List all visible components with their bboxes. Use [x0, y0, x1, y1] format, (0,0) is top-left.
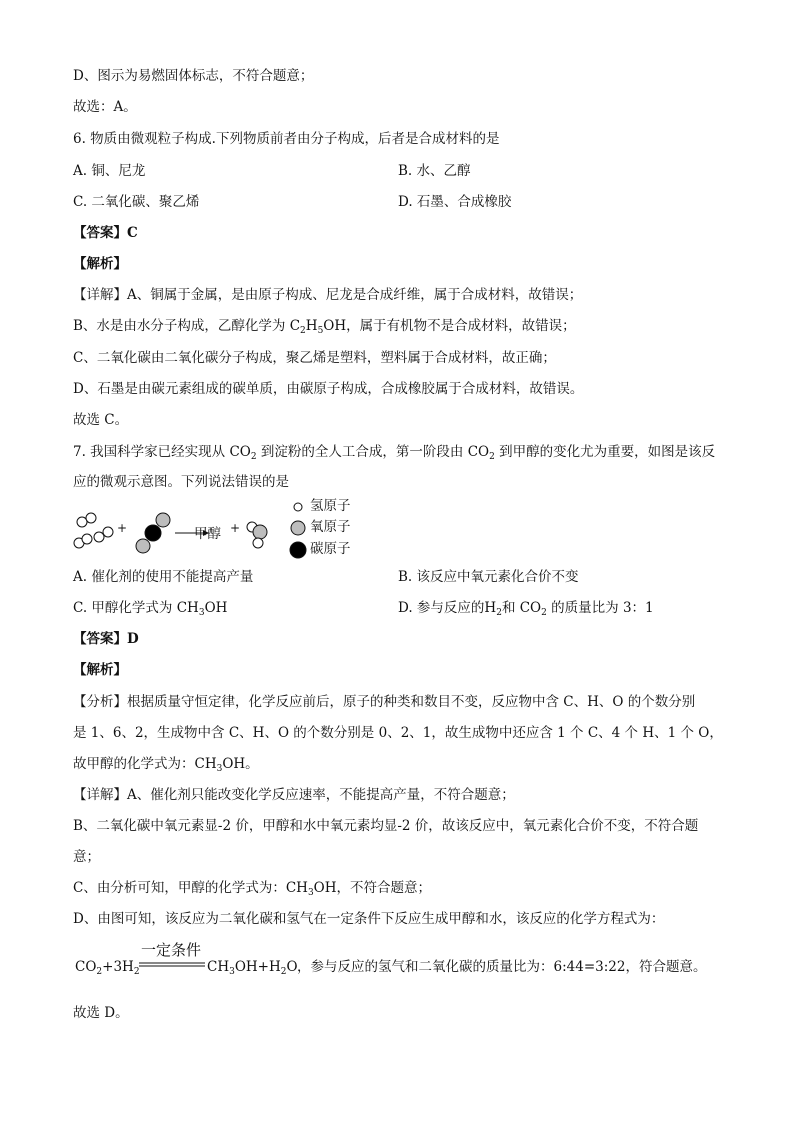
option-7d: [398, 599, 654, 617]
oxygen-atom: [136, 539, 150, 553]
analysis-line: [73, 755, 259, 773]
text: 故甲醇的化学式为：CH: [73, 756, 217, 772]
line: 故选：A。: [73, 99, 137, 115]
text: OH，不符合题意；: [313, 880, 432, 896]
text: OH+H: [234, 959, 281, 975]
text: C、由分析可知，甲醇的化学式为：CH: [73, 880, 308, 896]
text: OH。: [222, 756, 259, 772]
detail-line: 故选 C。: [73, 412, 129, 428]
detail-line: 意；: [73, 849, 100, 865]
subscript: 3: [307, 888, 314, 898]
legend-hydrogen: 氢原子: [310, 498, 351, 514]
legend-carbon: 碳原子: [310, 541, 351, 557]
hydrogen-legend-icon: [294, 503, 302, 511]
text: H: [305, 318, 318, 334]
text: +3H: [102, 959, 134, 975]
option-7c: [73, 599, 227, 617]
option-7b: B. 该反应中氧元素化合价不变: [398, 569, 579, 585]
equation-left: [75, 958, 140, 976]
hydrogen-atom: [94, 532, 104, 542]
detail-line: [73, 879, 431, 897]
text: 7. 我国科学家已经实现从 CO: [73, 444, 251, 460]
subscript: 5: [317, 326, 324, 336]
final-answer: 故选 D。: [73, 1005, 129, 1021]
subscript: 2: [96, 967, 103, 977]
question-7: [73, 443, 715, 461]
h2-molecules: [74, 513, 113, 548]
subscript: 2: [489, 452, 495, 462]
text: CO: [75, 959, 97, 975]
text: CH: [207, 959, 230, 975]
detail-line: 【详解】A、催化剂只能改变化学反应速率，不能提高产量，不符合题意；: [73, 787, 515, 803]
detail-line: D、由图可知，该反应为二氧化碳和氢气在一定条件下反应生成甲醇和水，该反应的化学方程式为：: [73, 911, 665, 927]
plus-sign: +: [230, 521, 241, 535]
question-6: 6. 物质由微观粒子构成.下列物质前者由分子构成，后者是合成材料的是: [73, 131, 500, 147]
equation-right: [207, 958, 298, 976]
hydrogen-atom: [103, 527, 113, 537]
subscript: 3: [198, 608, 205, 618]
option-6b: B. 水、乙醇: [398, 163, 471, 179]
text: D. 参与反应的H: [398, 600, 497, 616]
subscript: 3: [216, 764, 223, 774]
subscript: 2: [300, 326, 306, 336]
text: 到淀粉的全人工合成，第一阶段由 CO: [256, 444, 490, 460]
equation-tail: ，参与反应的氢气和二氧化碳的质量比为：6:44=3:22，符合题意。: [297, 959, 707, 975]
arrow-label: 甲醇: [194, 526, 221, 542]
legend-swatches: [288, 497, 310, 561]
hydrogen-atom: [77, 517, 87, 527]
subscript: 3: [229, 967, 235, 977]
analysis-heading-7: 【解析】: [73, 662, 127, 678]
h2o-molecule: [247, 522, 267, 548]
text: B、水是由水分子构成，乙醇化学为 C: [73, 318, 301, 334]
analysis-line: 【分析】根据质量守恒定律，化学反应前后，原子的种类和数目不变，反应物中含 C、H、O 的个数分别: [73, 694, 696, 710]
detail-line: 【详解】A、铜属于金属，是由原子构成、尼龙是合成纤维，属于合成材料，故错误；: [73, 287, 583, 303]
equation-double-line: [139, 962, 205, 968]
text: C. 甲醇化学式为 CH: [73, 600, 199, 616]
text: OH: [204, 600, 228, 616]
text: 到甲醇的变化尤为重要，如图是该反: [494, 444, 716, 460]
text: O: [286, 959, 298, 975]
option-7a: A. 催化剂的使用不能提高产量: [73, 569, 254, 585]
answer-6: 【答案】C: [73, 225, 138, 241]
hydrogen-atom: [82, 534, 92, 544]
analysis-line: 是 1、6、2，生成物中含 C、H、O 的个数分别是 0、2、1，故生成物中还应含 1 个 C、4 个 H、1 个 O，: [73, 725, 723, 741]
oxygen-legend-icon: [291, 521, 305, 535]
oxygen-atom: [253, 525, 267, 539]
question-7-cont: 应的微观示意图。下列说法错误的是: [73, 474, 289, 490]
subscript: 2: [541, 608, 547, 618]
subscript: 2: [133, 967, 140, 977]
hydrogen-atom: [253, 538, 263, 548]
text: OH，属于有机物不是合成材料，故错误；: [323, 318, 576, 334]
subscript: 2: [496, 608, 502, 618]
detail-line: C、二氧化碳由二氧化碳分子构成，聚乙烯是塑料，塑料属于合成材料，故正确；: [73, 350, 556, 366]
hydrogen-atom: [86, 513, 96, 523]
oxygen-atom: [156, 513, 170, 527]
subscript: 2: [250, 452, 257, 462]
legend-oxygen: 氧原子: [310, 519, 351, 535]
line: D、图示为易燃固体标志，不符合题意；: [73, 68, 314, 84]
co2-molecule: [136, 513, 170, 553]
detail-line: D、石墨是由碳元素组成的碳单质，由碳原子构成，合成橡胶属于合成材料，故错误。: [73, 381, 584, 397]
text: 的质量比为 3：1: [546, 600, 654, 616]
option-6a: A. 铜、尼龙: [73, 163, 146, 179]
detail-line: [73, 317, 576, 335]
analysis-heading-6: 【解析】: [73, 256, 127, 272]
carbon-legend-icon: [290, 542, 306, 558]
answer-7: 【答案】D: [73, 631, 139, 647]
carbon-atom: [145, 525, 161, 541]
plus-sign: +: [117, 521, 128, 535]
option-6d: D. 石墨、合成橡胶: [398, 194, 512, 210]
text: 和 CO: [501, 600, 542, 616]
detail-line: B、二氧化碳中氧元素显-2 价，甲醇和水中氧元素均显-2 价，故该反应中，氧元素化合价不变，不符合题: [73, 818, 699, 834]
option-6c: C. 二氧化碳、聚乙烯: [73, 194, 200, 210]
equation-condition: 一定条件: [141, 941, 202, 959]
subscript: 2: [280, 967, 287, 977]
